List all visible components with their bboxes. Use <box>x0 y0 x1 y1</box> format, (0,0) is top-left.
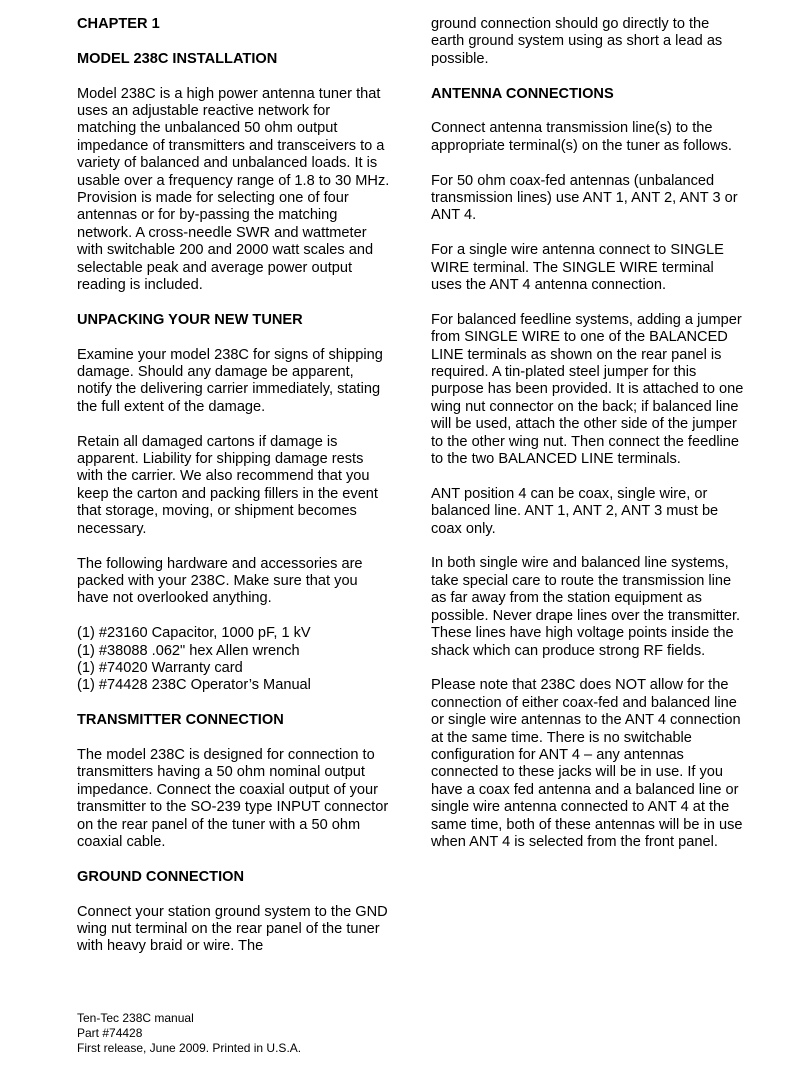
antenna-paragraph-1: Connect antenna transmission line(s) to the appropriate terminal(s) on the tuner as follows. <box>431 120 732 154</box>
unpacking-paragraph-3: The following hardware and accessories are packed with your 238C. Make sure that you have not overlooked anything. <box>77 555 363 607</box>
unpacking-paragraph-1: Examine your model 238C for signs of shipping damage. Should any damage be apparent, notify the delivering carrier immediately, stating the full extent of the damage. <box>77 346 383 415</box>
left-column <box>77 16 392 973</box>
antenna-paragraph-6: In both single wire and balanced line systems, take special care to route the transmission line as far away from the station equipment as possible. Never drape lines over the transmitter. These lines have high voltage points inside the shack which can produce strong RF fields. <box>431 555 741 659</box>
hardware-item: (1) #23160 Capacitor, 1000 pF, 1 kV <box>77 625 311 642</box>
transmitter-paragraph: The model 238C is designed for connection to transmitters having a 50 ohm nominal output impedance. Connect the coaxial output of your transmitter to the SO-239 type INPUT connector on the rear panel of the tuner with a 50 ohm coaxial cable. <box>77 746 389 850</box>
hardware-item: (1) #38088 .062" hex Allen wrench <box>77 642 300 659</box>
antenna-paragraph-2: For 50 ohm coax-fed antennas (unbalanced transmission lines) use ANT 1, ANT 2, ANT 3 or ANT 4. <box>431 172 738 224</box>
intro-paragraph: Model 238C is a high power antenna tuner that uses an adjustable reactive network for matching the unbalanced 50 ohm output impedance of transmitters and transceivers to a variety of balanced and unbalanced loads. It is usable over a frequency range of 1.8 to 30 MHz. Provision is made for selecting one of four antennas or for by-passing the matching network. A cross-needle SWR and wattmeter with switchable 200 and 2000 watt scales and selectable peak and average power output reading is included. <box>77 85 390 294</box>
antenna-heading: ANTENNA CONNECTIONS <box>431 85 614 102</box>
transmitter-heading: TRANSMITTER CONNECTION <box>77 712 284 729</box>
unpacking-paragraph-2: Retain all damaged cartons if damage is apparent. Liability for shipping damage rests with the carrier. We also recommend that you keep the carton and packing fillers in the event that storage, moving, or shipment becomes necessary. <box>77 433 378 537</box>
unpacking-heading: UNPACKING YOUR NEW TUNER <box>77 311 303 328</box>
antenna-paragraph-3: For a single wire antenna connect to SINGLE WIRE terminal. The SINGLE WIRE terminal uses the ANT 4 antenna connection. <box>431 242 724 294</box>
footer-part-number: Part #74428 <box>77 1026 143 1040</box>
installation-heading: MODEL 238C INSTALLATION <box>77 50 278 67</box>
antenna-paragraph-7: Please note that 238C does NOT allow for the connection of either coax-fed and balanced line or single wire antennas to the ANT 4 connection at the same time. There is no switchable configuration for ANT 4 – any antennas connected to these jacks will be in use. If you have a coax fed antenna and a balanced line or single wire antenna connected to ANT 4 at the same time, both of these antennas will be in use when ANT 4 is selected from the front panel. <box>431 677 743 850</box>
ground-paragraph: Connect your station ground system to the GND wing nut terminal on the rear panel of the tuner with heavy braid or wire. The <box>77 903 388 955</box>
antenna-paragraph-5: ANT position 4 can be coax, single wire, or balanced line. ANT 1, ANT 2, ANT 3 must be coax only. <box>431 485 719 537</box>
hardware-item: (1) #74428 238C Operator’s Manual <box>77 677 311 694</box>
footer-manual-title: Ten-Tec 238C manual <box>77 1011 194 1025</box>
ground-continuation-paragraph: ground connection should go directly to the earth ground system using as short a lead as possible. <box>431 16 723 67</box>
footer-release-info: First release, June 2009. Printed in U.S.A. <box>77 1041 302 1055</box>
chapter-heading: CHAPTER 1 <box>77 16 160 32</box>
ground-heading: GROUND CONNECTION <box>77 868 245 885</box>
hardware-item: (1) #74020 Warranty card <box>77 659 243 676</box>
antenna-paragraph-4: For balanced feedline systems, adding a jumper from SINGLE WIRE to one of the BALANCED LINE terminals as shown on the rear panel is required. A tin-plated steel jumper for this purpose has been provided. It is attached to one wing nut connector on the back; if balanced line will be used, attach the other side of the jumper to the other wing nut. Then connect the feedline to the two BALANCED LINE terminals. <box>431 311 744 468</box>
page-footer <box>77 1011 301 1056</box>
hardware-list <box>77 625 392 695</box>
right-column <box>431 16 746 869</box>
